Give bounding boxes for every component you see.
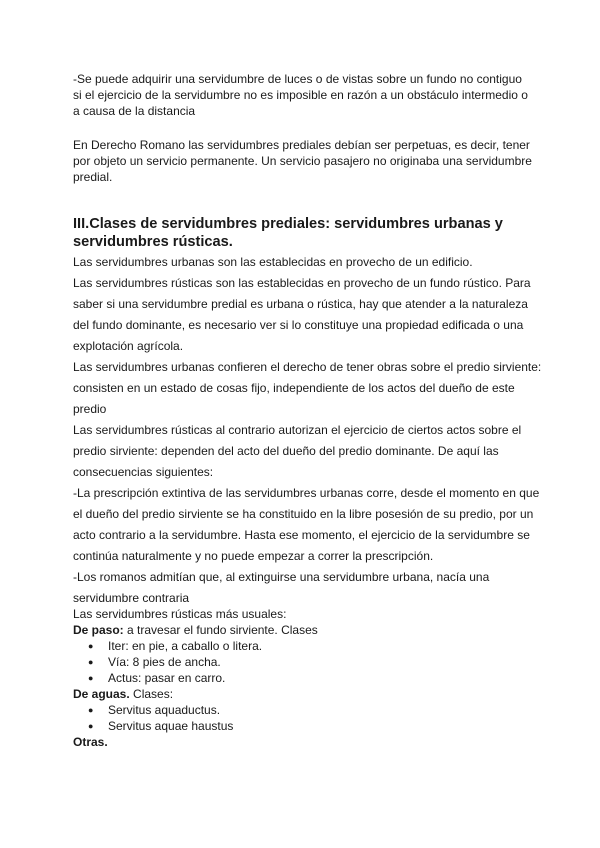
body-paragraph-urbanas-obras: Las servidumbres urbanas confieren el derecho de tener obras sobre el predio sirviente: consisten en un estado de cosas fijo, independiente de los actos del dueño de este predio <box>73 360 542 416</box>
aguas-text: Clases: <box>129 687 174 701</box>
list-item: ● Iter: en pie, a caballo o litera. <box>88 639 263 653</box>
paragraph-perpetuas: En Derecho Romano las servidumbres prediales debían ser perpetuas, es decir, tener por objeto un servicio permanente. Un servicio pasajero no originaba una servidumbre predial. <box>73 138 532 184</box>
bullet-icon: ● <box>88 705 94 715</box>
paso-text: a travesar el fundo sirviente. Clases <box>123 623 318 637</box>
list-item: ● Servitus aquaductus. <box>88 703 221 717</box>
paragraph-luces-vistas: -Se puede adquirir una servidumbre de luces o de vistas sobre un fundo no contiguo si el ejercicio de la servidumbre no es imposible en razón a un obstáculo intermedio o a causa de la distancia <box>73 72 528 118</box>
bullet-icon: ● <box>88 673 94 683</box>
list-item: ● Vía: 8 pies de ancha. <box>88 655 221 669</box>
section-heading: III.Clases de servidumbres prediales: servidumbres urbanas y servidumbres rústicas. <box>73 216 503 250</box>
list-item: ● Actus: pasar en carro. <box>88 671 226 685</box>
aguas-label: De aguas. <box>73 687 130 701</box>
body-paragraph-romanos: -Los romanos admitían que, al extinguirse una servidumbre urbana, nacía una servidumbre contraria <box>73 570 490 605</box>
paso-line <box>73 622 543 638</box>
body-paragraph-urbanas: Las servidumbres urbanas son las establecidas en provecho de un edificio. <box>73 255 473 269</box>
bullet-icon: ● <box>88 721 94 731</box>
paso-label: De paso: <box>73 623 124 637</box>
section-body <box>73 252 543 609</box>
otras-line <box>73 734 543 750</box>
list-item: ● Servitus aquae haustus <box>88 719 234 733</box>
otras-label: Otras. <box>73 735 108 749</box>
bullet-icon: ● <box>88 657 94 667</box>
body-paragraph-rusticas-actos: Las servidumbres rústicas al contrario autorizan el ejercicio de ciertos actos sobre el predio sirviente: dependen del acto del dueño del predio dominante. De aquí las consecuencias siguientes: <box>73 423 522 479</box>
body-paragraph-prescripcion: -La prescripción extintiva de las servidumbres urbanas corre, desde el momento en que el dueño del predio sirviente se ha constituido en la libre posesión de su predio, por un acto contrario a la servidumbre. Hasta ese momento, el ejercicio de la servidumbre se continúa naturalmente y no puede empezar a correr la prescripción. <box>73 486 540 563</box>
aguas-line <box>73 686 543 702</box>
bullet-icon: ● <box>88 641 94 651</box>
body-paragraph-rusticas: Las servidumbres rústicas son las establecidas en provecho de un fundo rústico. Para saber si una servidumbre predial es urbana o rústica, hay que atender a la naturaleza del fundo dominante, es necesario ver si lo constituye una propiedad edificada o una explotación agrícola. <box>73 276 531 353</box>
rusticas-intro: Las servidumbres rústicas más usuales: <box>73 607 287 621</box>
rusticas-list <box>73 606 543 750</box>
